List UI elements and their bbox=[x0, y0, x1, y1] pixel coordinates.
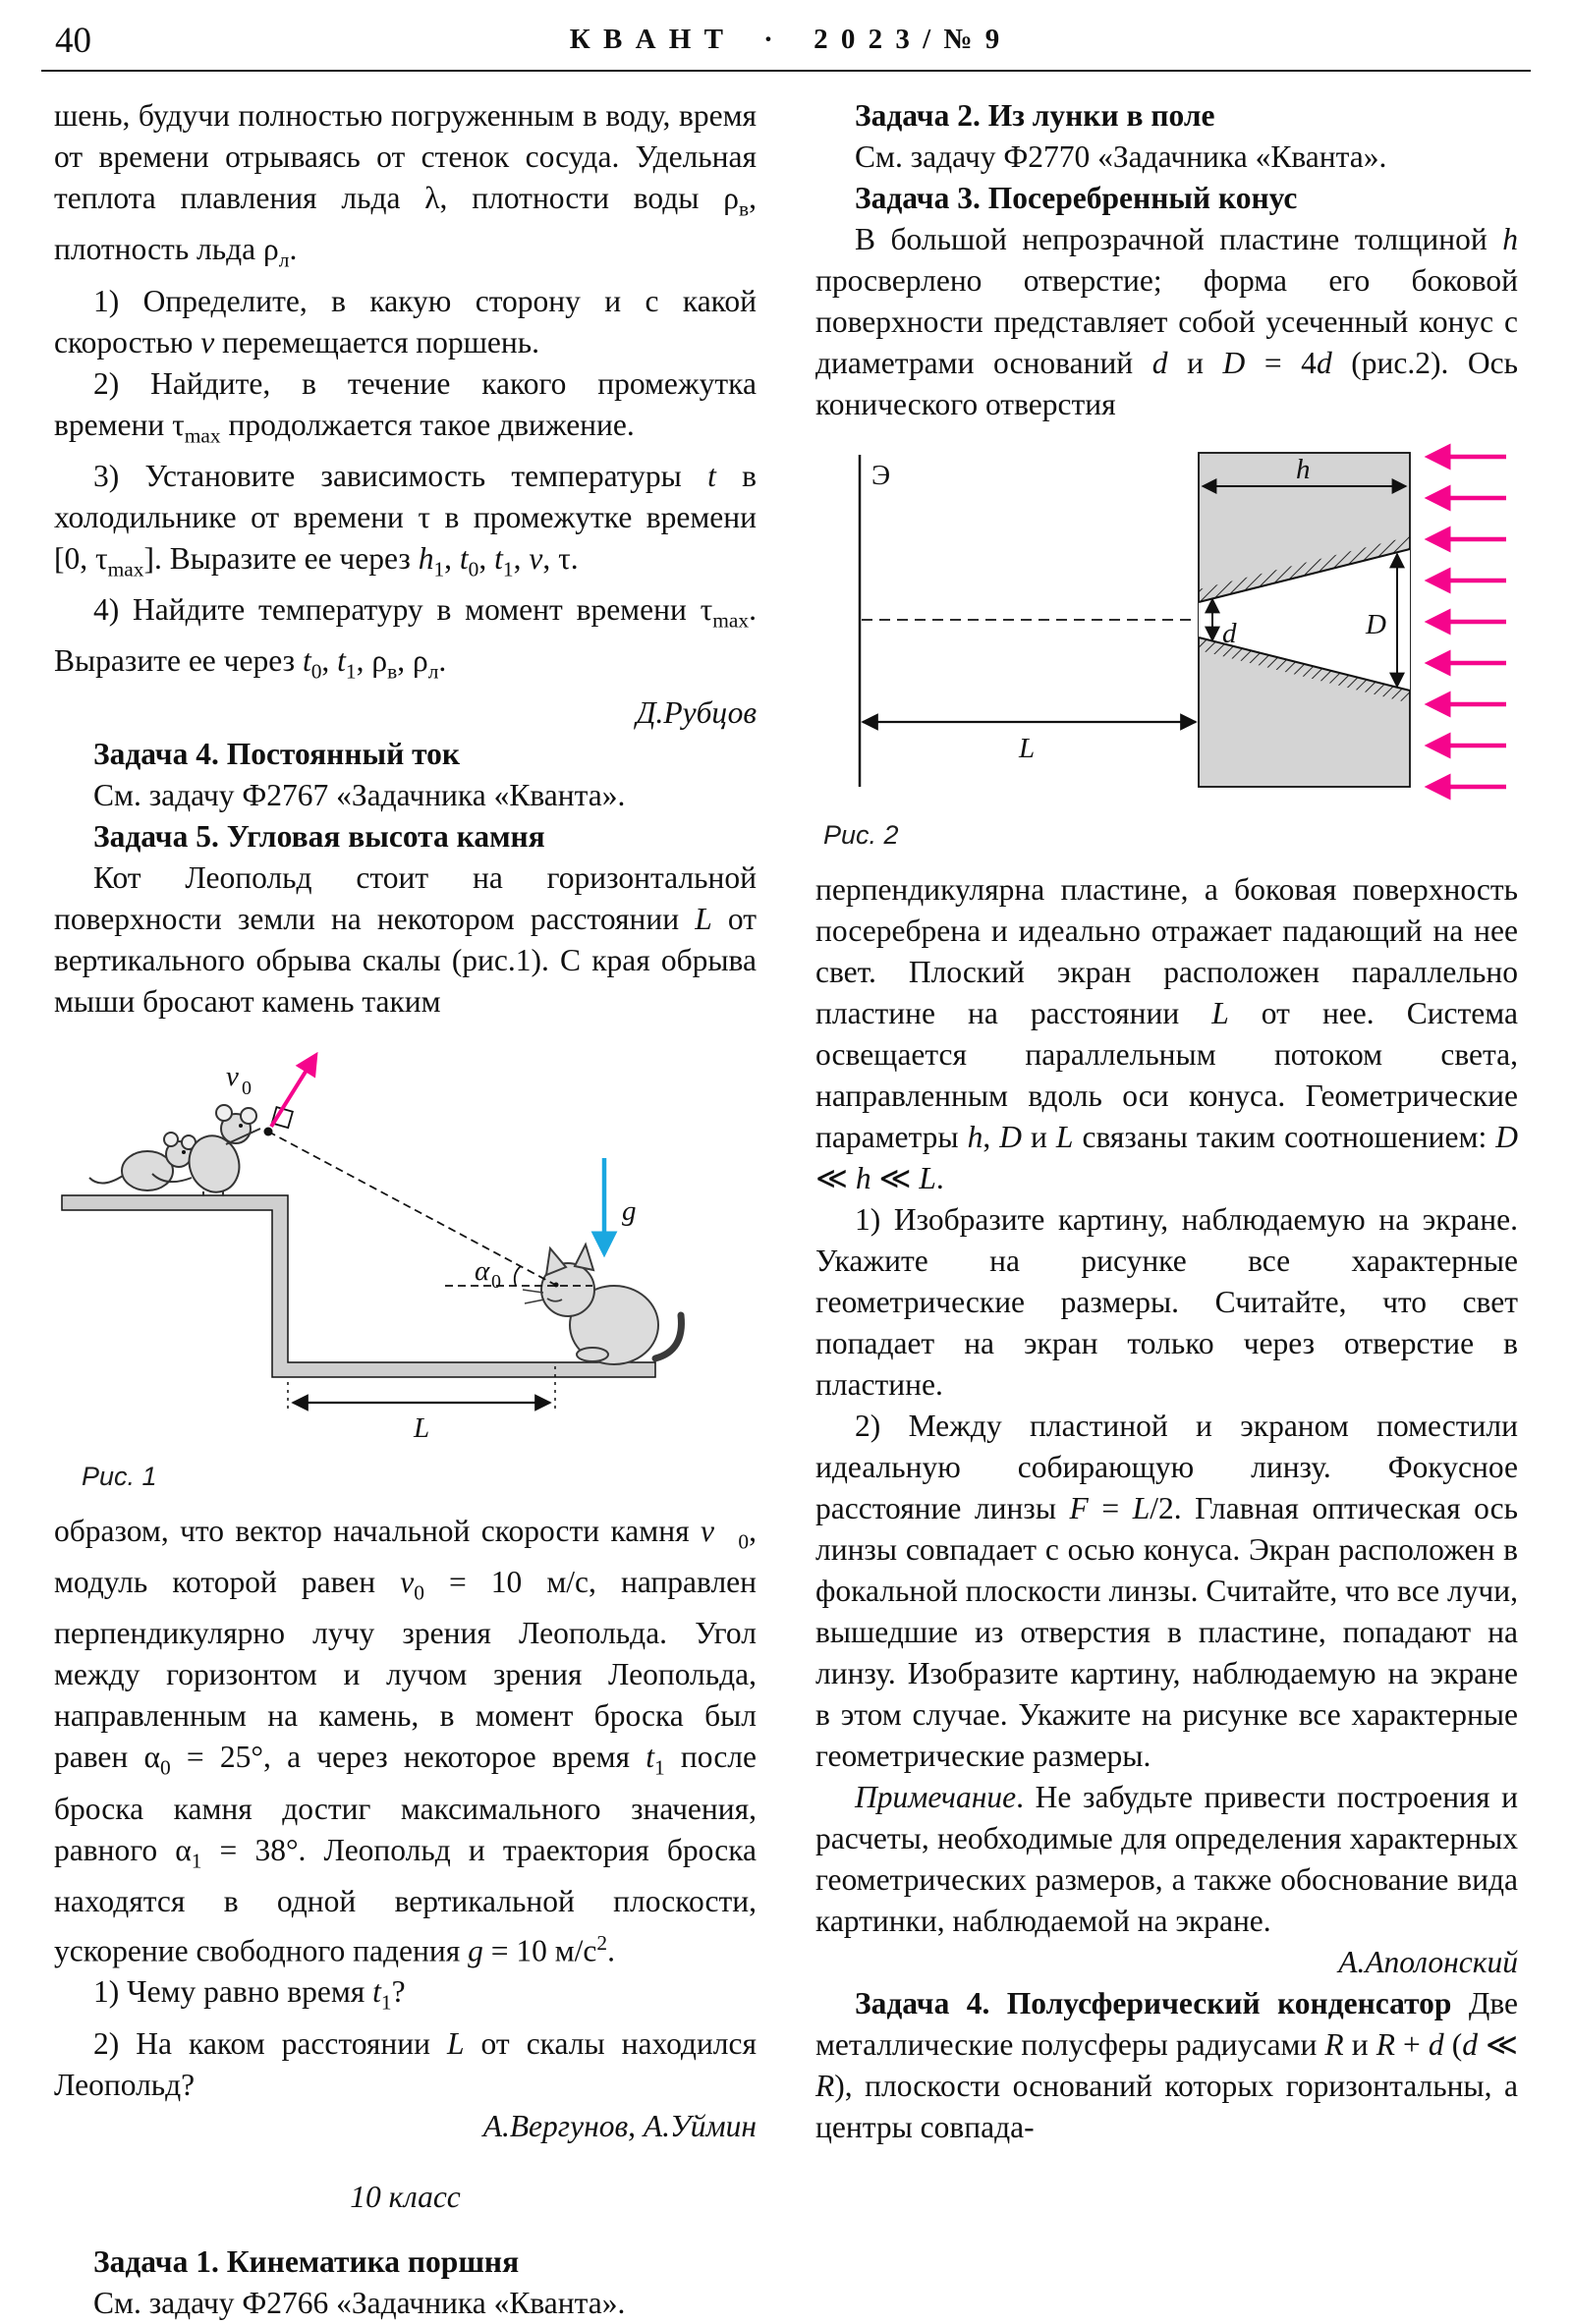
paragraph-continuation: шень, будучи полностью погруженным в воду, время от времени отрываясь от стенок сосуда. Удельная теплота плавления льда λ, плотности воды $\rho_в$, плотность льда $\rho_л$. bbox=[54, 98, 757, 272]
page-content bbox=[0, 72, 1572, 2324]
task-reference: См. задачу Ф2770 «Задачника «Кванта». bbox=[855, 139, 1387, 174]
task-text: Кот Леопольд стоит на горизонтальной поверхности земли на некотором расстоянии L от вертикального обрыва скалы (рис.1). С края обрыва мыши бросают камень таким bbox=[54, 859, 757, 1019]
alpha0-label: α bbox=[475, 1254, 490, 1287]
sight-line bbox=[268, 1132, 557, 1286]
left-column bbox=[54, 95, 757, 2324]
numbered-item-2: 2) Найдите, в течение какого промежутка времени $\tau_{max}$ продолжается такое движение. bbox=[54, 365, 757, 447]
task-heading: Задача 3. Посеребренный конус bbox=[855, 181, 1298, 215]
grade-heading: 10 класс bbox=[350, 2179, 461, 2214]
task-reference: См. задачу Ф2767 «Задачника «Кванта». bbox=[93, 777, 626, 812]
page-header bbox=[41, 0, 1531, 72]
g-label: g bbox=[622, 1194, 637, 1227]
initial-velocity-arrow bbox=[271, 1056, 315, 1127]
task-heading: Задача 4. Постоянный ток bbox=[93, 736, 461, 771]
cat-tail-icon bbox=[655, 1315, 681, 1358]
L-label: L bbox=[1019, 733, 1036, 764]
task-heading: Задача 1. Кинематика поршня bbox=[93, 2243, 520, 2279]
figure-1-diagram bbox=[54, 1038, 702, 1444]
author-signature: А.Аполонский bbox=[1338, 1945, 1518, 1979]
figure-2-caption: Рис. 2 bbox=[823, 820, 899, 850]
task-paragraph: Задача 4. Полусферический конденсатор Две металлические полусферы радиусами R и R + d (d ≪ R), плоскости оснований которых горизонтальны, а центры совпада- bbox=[815, 1986, 1518, 2144]
v0-subscript: 0 bbox=[242, 1077, 252, 1099]
authors-signature: А.Вергунов, А.Уймин bbox=[482, 2108, 757, 2143]
cat-illustration bbox=[523, 1245, 681, 1364]
mouse-tail-icon bbox=[89, 1176, 123, 1184]
question-2: 2) На каком расстоянии L от скалы находился Леопольд? bbox=[54, 2025, 757, 2102]
task-heading: Задача 2. Из лунки в поле bbox=[855, 98, 1215, 133]
page-number: 40 bbox=[55, 21, 91, 61]
alpha0-subscript: 0 bbox=[491, 1270, 501, 1293]
task-heading: Задача 5. Угловая высота камня bbox=[93, 818, 545, 854]
numbered-item-1: 1) Определите, в какую сторону и с какой скоростью v перемещается поршень. bbox=[54, 283, 757, 360]
angle-arc bbox=[515, 1266, 521, 1286]
task-text-continuation: образом, что вектор начальной скорости камня $v⃗_0$, модуль которой равен $v_0 = 10$ м/с, направлен перпендикулярно лучу зрения Леопольда. Угол между горизонтом и лучом зрения Леопольда, направленным на камень, в момент броска был равен $\alpha_0 = 25^\circ$, а через некоторое время $t_1$ после броска камня достиг максимального значения, равного $\alpha_1 = 38^\circ$. Леопольд и траектория броска находятся в одной вертикальной плоскости, ускорение свободного падения g = 10 $м/с^2$. bbox=[54, 1513, 758, 1968]
light-ray-arrows bbox=[1430, 457, 1506, 787]
task-text-continuation: перпендикулярна пластине, а боковая поверхность посеребрена и идеально отражает падающий на нее свет. Плоский экран расположен параллельно пластине на расстоянии L от нее. Система освещается параллельным потоком света, направленным вдоль оси конуса. Геометрические параметры h, D и L связаны таким соотношением: D ≪ h ≪ L. bbox=[815, 872, 1518, 1195]
h-label: h bbox=[1296, 454, 1311, 485]
figure-1 bbox=[54, 1038, 757, 1497]
numbered-item-4: 4) Найдите температуру в момент времени $\tau_{max}$. Выразите ее через $t_0$, $t_1$, $\rho_в$, $\rho_л$. bbox=[54, 592, 757, 684]
question-1: 1) Изобразите картину, наблюдаемую на экране. Укажите на рисунке все характерные геометрические размеры. Считайте, что свет попадает на экран только через отверстие в пластине. bbox=[815, 1202, 1518, 1402]
journal-masthead bbox=[41, 24, 1531, 56]
numbered-item-3: 3) Установите зависимость температуры t в холодильнике от времени τ в промежутке времени [0, $\tau_{max}$]. Выразите ее через $h_1$, $t_0$, $t_1$, v, τ. bbox=[54, 458, 758, 581]
task-reference: См. задачу Ф2766 «Задачника «Кванта». bbox=[93, 2285, 626, 2320]
masthead-separator: · bbox=[763, 24, 776, 55]
right-column bbox=[815, 95, 1518, 2324]
author-signature: Д.Рубцов bbox=[636, 694, 757, 730]
journal-title: К В А Н Т bbox=[569, 24, 726, 55]
d-label: d bbox=[1222, 618, 1237, 649]
throw-point bbox=[264, 1127, 273, 1135]
L-label: L bbox=[414, 1411, 430, 1444]
question-1: 1) Чему равно время $t_1$? bbox=[93, 1974, 406, 2015]
task-text: В большой непрозрачной пластине толщиной h просверлено отверстие; форма его боковой поверхности представляет собой усеченный конус с диаметрами оснований d и D = 4d (рис.2). Ось конического отверстия bbox=[815, 222, 1519, 421]
issue-number: 2 0 2 3 / № 9 bbox=[814, 24, 1003, 55]
question-2: 2) Между пластиной и экраном поместили идеальную собирающую линзу. Фокусное расстояние линзы F = L/2. Главная оптическая ось линзы совпадает с осью конуса. Экран расположен в фокальной плоскости линзы. Считайте, что все лучи, вышедшие из отверстия в пластине, попадают на линзу. Изобразите картину, наблюдаемую на экране в этом случае. Укажите на рисунке все характерные геометрические размеры. bbox=[815, 1409, 1519, 1773]
figure-1-caption: Рис. 1 bbox=[82, 1461, 157, 1491]
mice-illustration bbox=[89, 1105, 260, 1198]
v0-label: v bbox=[226, 1060, 239, 1092]
figure-2-diagram bbox=[815, 441, 1518, 800]
D-label: D bbox=[1366, 609, 1386, 640]
screen-label: Э bbox=[871, 460, 891, 491]
figure-2 bbox=[815, 441, 1518, 856]
note-paragraph: Примечание. Не забудьте привести построения и расчеты, необходимые для определения характерных геометрических размеров, а также обоснование вида картинки, наблюдаемой на экране. bbox=[815, 1780, 1518, 1938]
